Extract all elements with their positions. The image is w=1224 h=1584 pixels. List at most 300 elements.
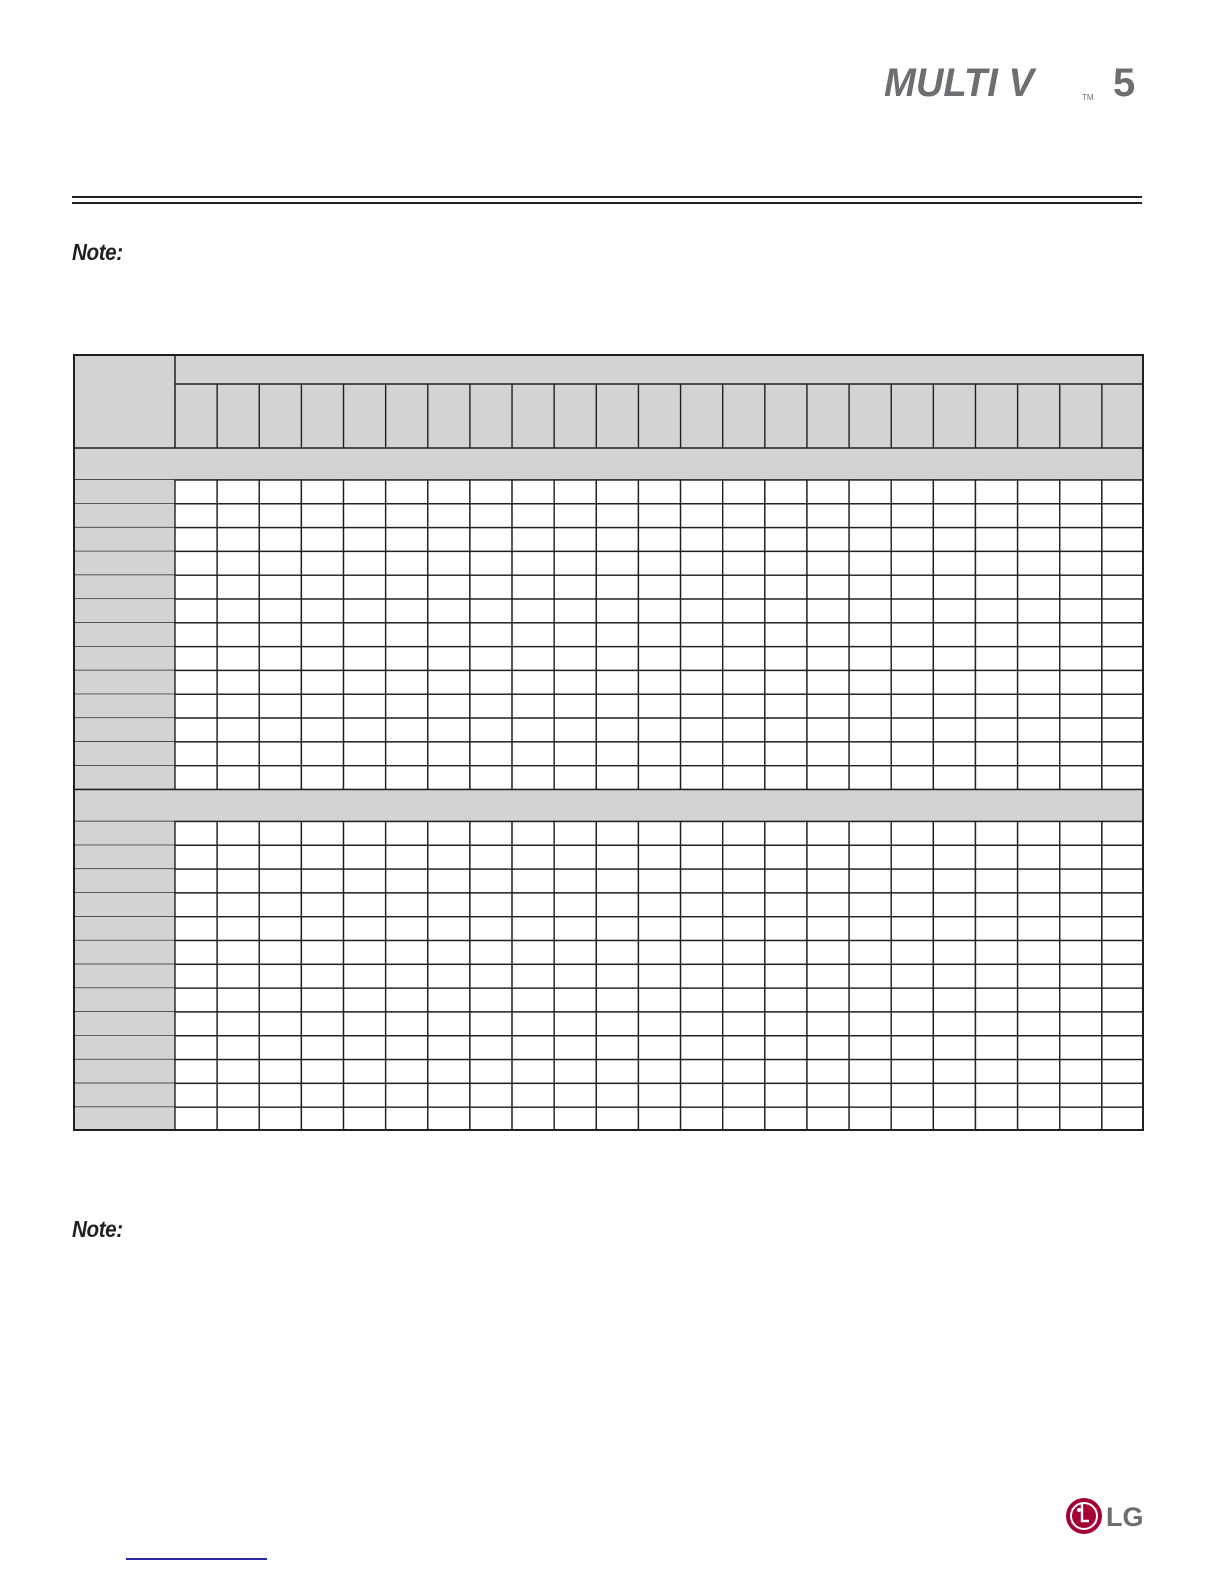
table-cell [259, 670, 301, 694]
table-cell [681, 941, 723, 965]
table-cell [470, 718, 512, 742]
row-label-cell [73, 1107, 175, 1131]
table-cell [512, 964, 554, 988]
table-cell [891, 742, 933, 766]
table-cell [849, 822, 891, 846]
table-cell [1018, 480, 1060, 504]
table-cell [933, 694, 975, 718]
table-cell [765, 575, 807, 599]
table-cell [175, 766, 217, 790]
table-cell [681, 1036, 723, 1060]
table-cell [891, 1012, 933, 1036]
table-cell [975, 964, 1017, 988]
table-cell [849, 1107, 891, 1131]
table-cell [807, 869, 849, 893]
table-cell [1018, 1060, 1060, 1084]
table-cell [1018, 869, 1060, 893]
table-cell [217, 893, 259, 917]
table-cell [1018, 941, 1060, 965]
table-cell [470, 1012, 512, 1036]
table-cell [1018, 742, 1060, 766]
table-cell [807, 1083, 849, 1107]
table-cell [386, 551, 428, 575]
table-cell [512, 694, 554, 718]
table-cell [681, 1060, 723, 1084]
table-cell [554, 528, 596, 552]
table-cell [259, 742, 301, 766]
row-label-cell [73, 917, 175, 941]
table-cell [217, 623, 259, 647]
table-cell [259, 893, 301, 917]
table-cell [681, 623, 723, 647]
table-cell [386, 504, 428, 528]
row-label-cell [73, 964, 175, 988]
table-cell [554, 1036, 596, 1060]
table-cell [217, 1107, 259, 1131]
table-cell [1102, 964, 1144, 988]
table-cell [344, 1107, 386, 1131]
table-cell [849, 1036, 891, 1060]
table-cell [344, 742, 386, 766]
table-cell [1060, 647, 1102, 671]
table-cell [891, 528, 933, 552]
table-cell [723, 694, 765, 718]
table-cell [933, 504, 975, 528]
table-cell [933, 941, 975, 965]
table-cell [1060, 551, 1102, 575]
table-cell [723, 742, 765, 766]
table-cell [554, 917, 596, 941]
table-cell [428, 964, 470, 988]
table-cell [301, 822, 343, 846]
table-cell [807, 941, 849, 965]
table-cell [849, 528, 891, 552]
table-cell [554, 623, 596, 647]
table-cell [975, 917, 1017, 941]
table-cell [807, 528, 849, 552]
table-cell [1060, 599, 1102, 623]
table-cell [175, 480, 217, 504]
table-cell [259, 766, 301, 790]
table-cell [344, 575, 386, 599]
table-cell [259, 1107, 301, 1131]
table-cell [428, 893, 470, 917]
table-cell [259, 1012, 301, 1036]
row-label-cell [73, 528, 175, 552]
table-cell [1018, 670, 1060, 694]
table-cell [849, 647, 891, 671]
table-cell [428, 551, 470, 575]
table-cell [344, 599, 386, 623]
table-cell [512, 988, 554, 1012]
table-cell [175, 917, 217, 941]
row-label-cell [73, 893, 175, 917]
table-cell [301, 599, 343, 623]
table-cell [723, 599, 765, 623]
table-cell [933, 647, 975, 671]
table-cell [933, 575, 975, 599]
table-cell [344, 869, 386, 893]
table-cell [344, 1012, 386, 1036]
table-cell [723, 964, 765, 988]
table-cell [891, 1060, 933, 1084]
table-cell [849, 623, 891, 647]
table-cell [259, 504, 301, 528]
table-cell [933, 718, 975, 742]
table-cell [638, 1107, 680, 1131]
table-cell [891, 623, 933, 647]
table-cell [554, 845, 596, 869]
table-cell [1060, 623, 1102, 647]
table-cell [596, 822, 638, 846]
table-cell [1018, 1083, 1060, 1107]
table-cell [512, 822, 554, 846]
table-cell [765, 1060, 807, 1084]
table-cell [638, 694, 680, 718]
table-cell [807, 845, 849, 869]
table-cell [470, 575, 512, 599]
table-cell [723, 766, 765, 790]
table-cell [301, 869, 343, 893]
table-cell [933, 893, 975, 917]
table-cell [681, 504, 723, 528]
data-table-grid [73, 354, 1144, 1131]
table-cell [807, 480, 849, 504]
table-cell [638, 1012, 680, 1036]
table-cell [344, 528, 386, 552]
table-cell [386, 766, 428, 790]
table-cell [1060, 1012, 1102, 1036]
table-cell [1060, 822, 1102, 846]
table-cell [933, 528, 975, 552]
table-cell [344, 551, 386, 575]
table-cell [554, 869, 596, 893]
row-label-cell [73, 575, 175, 599]
table-cell [344, 1036, 386, 1060]
table-cell [891, 504, 933, 528]
row-label-cell [73, 694, 175, 718]
table-cell [386, 742, 428, 766]
table-cell [807, 1107, 849, 1131]
table-cell [638, 599, 680, 623]
table-cell [554, 599, 596, 623]
footer-link[interactable] [126, 1558, 267, 1560]
table-cell [849, 917, 891, 941]
table-cell [175, 1060, 217, 1084]
table-cell [386, 988, 428, 1012]
table-cell [301, 964, 343, 988]
table-cell [428, 766, 470, 790]
table-cell [344, 1060, 386, 1084]
row-label-cell [73, 869, 175, 893]
table-cell [428, 941, 470, 965]
table-cell [723, 988, 765, 1012]
table-cell [681, 480, 723, 504]
table-cell [428, 988, 470, 1012]
table-cell [1102, 1012, 1144, 1036]
table-cell [807, 917, 849, 941]
table-cell [1102, 647, 1144, 671]
row-label-cell [73, 599, 175, 623]
table-cell [638, 822, 680, 846]
table-cell [975, 1107, 1017, 1131]
table-cell [638, 528, 680, 552]
table-cell [807, 1060, 849, 1084]
table-cell [1060, 893, 1102, 917]
table-cell [681, 528, 723, 552]
table-cell [975, 647, 1017, 671]
table-cell [765, 623, 807, 647]
table-cell [301, 551, 343, 575]
table-cell [301, 1012, 343, 1036]
table-cell [891, 1107, 933, 1131]
table-cell [428, 822, 470, 846]
table-cell [386, 869, 428, 893]
table-cell [512, 575, 554, 599]
table-cell [217, 575, 259, 599]
table-cell [344, 822, 386, 846]
table-cell [638, 742, 680, 766]
table-cell [428, 869, 470, 893]
table-cell [638, 845, 680, 869]
table-cell [259, 941, 301, 965]
table-cell [217, 845, 259, 869]
table-cell [596, 941, 638, 965]
table-cell [175, 1107, 217, 1131]
table-cell [681, 917, 723, 941]
table-cell [428, 694, 470, 718]
row-label-cell [73, 1036, 175, 1060]
table-cell [1018, 1107, 1060, 1131]
table-cell [638, 1036, 680, 1060]
table-cell [512, 893, 554, 917]
table-cell [638, 670, 680, 694]
table-cell [386, 1083, 428, 1107]
table-cell [807, 822, 849, 846]
table-cell [301, 941, 343, 965]
table-cell [554, 1107, 596, 1131]
table-cell [512, 480, 554, 504]
table-cell [765, 599, 807, 623]
table-cell [1060, 742, 1102, 766]
table-cell [175, 845, 217, 869]
table-cell [807, 623, 849, 647]
table-cell [386, 1012, 428, 1036]
table-cell [1018, 1036, 1060, 1060]
lg-logo [1062, 1494, 1146, 1538]
row-label-cell [73, 742, 175, 766]
table-cell [891, 694, 933, 718]
row-label-cell [73, 941, 175, 965]
table-cell [386, 1107, 428, 1131]
table-cell [807, 988, 849, 1012]
table-cell [259, 575, 301, 599]
table-cell [765, 1036, 807, 1060]
table-cell [259, 869, 301, 893]
table-cell [217, 742, 259, 766]
table-cell [1060, 480, 1102, 504]
table-cell [1018, 694, 1060, 718]
table-cell [596, 1036, 638, 1060]
table-cell [723, 480, 765, 504]
table-cell [891, 964, 933, 988]
table-cell [1102, 766, 1144, 790]
table-cell [1060, 845, 1102, 869]
table-cell [849, 766, 891, 790]
table-cell [638, 766, 680, 790]
table-cell [1060, 504, 1102, 528]
table-cell [596, 551, 638, 575]
table-cell [849, 1083, 891, 1107]
table-cell [259, 599, 301, 623]
table-cell [891, 718, 933, 742]
table-cell [596, 1107, 638, 1131]
table-cell [259, 718, 301, 742]
multi-v-5-logo [880, 56, 1146, 106]
table-cell [765, 869, 807, 893]
table-cell [344, 988, 386, 1012]
table-cell [975, 1036, 1017, 1060]
table-cell [765, 694, 807, 718]
table-cell [723, 941, 765, 965]
table-cell [596, 1083, 638, 1107]
table-cell [807, 718, 849, 742]
table-cell [217, 718, 259, 742]
table-cell [175, 941, 217, 965]
table-cell [554, 766, 596, 790]
row-label-cell [73, 623, 175, 647]
table-cell [933, 869, 975, 893]
table-cell [723, 551, 765, 575]
table-cell [470, 845, 512, 869]
table-cell [933, 1107, 975, 1131]
table-cell [1018, 893, 1060, 917]
table-cell [1060, 988, 1102, 1012]
table-cell [512, 718, 554, 742]
table-cell [554, 1060, 596, 1084]
table-cell [1060, 917, 1102, 941]
table-cell [301, 988, 343, 1012]
table-cell [470, 869, 512, 893]
table-cell [891, 766, 933, 790]
table-cell [638, 988, 680, 1012]
table-cell [681, 964, 723, 988]
table-cell [301, 480, 343, 504]
table-cell [933, 1036, 975, 1060]
table-cell [428, 623, 470, 647]
table-cell [933, 623, 975, 647]
table-cell [723, 1012, 765, 1036]
table-cell [1060, 964, 1102, 988]
table-cell [1018, 575, 1060, 599]
table-cell [1018, 528, 1060, 552]
table-cell [723, 1083, 765, 1107]
table-cell [596, 694, 638, 718]
table-cell [765, 988, 807, 1012]
table-cell [470, 1083, 512, 1107]
table-cell [554, 647, 596, 671]
table-cell [470, 1060, 512, 1084]
table-cell [891, 845, 933, 869]
table-cell [596, 893, 638, 917]
table-cell [428, 718, 470, 742]
table-cell [1060, 575, 1102, 599]
table-cell [1102, 1060, 1144, 1084]
table-cell [470, 1036, 512, 1060]
table-cell [933, 822, 975, 846]
table-cell [512, 670, 554, 694]
table-cell [470, 504, 512, 528]
table-cell [344, 766, 386, 790]
table-cell [807, 694, 849, 718]
table-cell [259, 480, 301, 504]
table-cell [681, 1083, 723, 1107]
table-cell [849, 1060, 891, 1084]
table-cell [765, 845, 807, 869]
table-cell [975, 988, 1017, 1012]
data-table [73, 354, 1144, 1131]
table-cell [596, 670, 638, 694]
table-cell [1018, 964, 1060, 988]
table-cell [386, 575, 428, 599]
table-cell [175, 869, 217, 893]
table-cell [470, 766, 512, 790]
table-cell [933, 917, 975, 941]
table-cell [1018, 504, 1060, 528]
table-cell [344, 480, 386, 504]
row-label-cell [73, 1012, 175, 1036]
table-cell [849, 718, 891, 742]
table-cell [1102, 504, 1144, 528]
table-cell [765, 964, 807, 988]
table-cell [1102, 480, 1144, 504]
table-cell [891, 647, 933, 671]
table-cell [1102, 718, 1144, 742]
table-cell [217, 988, 259, 1012]
table-cell [386, 528, 428, 552]
table-cell [512, 623, 554, 647]
table-cell [807, 766, 849, 790]
table-cell [849, 988, 891, 1012]
table-cell [975, 845, 1017, 869]
table-cell [217, 480, 259, 504]
table-cell [933, 670, 975, 694]
table-cell [301, 1036, 343, 1060]
table-cell [638, 1060, 680, 1084]
table-cell [470, 893, 512, 917]
table-cell [386, 964, 428, 988]
table-cell [638, 941, 680, 965]
note-label: Note: [72, 1216, 123, 1242]
table-cell [1102, 822, 1144, 846]
table-cell [765, 941, 807, 965]
table-cell [301, 528, 343, 552]
table-cell [891, 599, 933, 623]
table-cell [175, 893, 217, 917]
table-cell [807, 551, 849, 575]
table-cell [681, 766, 723, 790]
table-cell [217, 551, 259, 575]
table-cell [428, 599, 470, 623]
table-cell [1102, 599, 1144, 623]
table-cell [428, 647, 470, 671]
table-cell [344, 504, 386, 528]
table-cell [765, 917, 807, 941]
table-cell [386, 917, 428, 941]
table-cell [933, 742, 975, 766]
table-cell [723, 528, 765, 552]
table-cell [554, 988, 596, 1012]
